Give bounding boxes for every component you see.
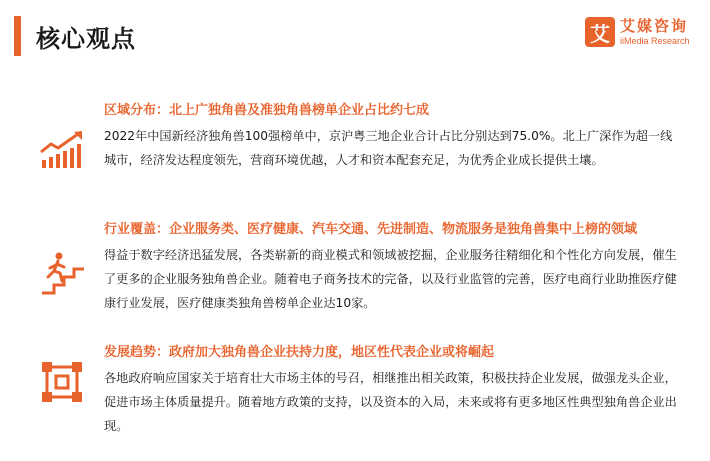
network-nodes-icon <box>40 360 86 406</box>
logo-text <box>620 16 690 46</box>
title-accent-bar <box>14 16 21 56</box>
logo-name-en: iiMedia Research <box>620 35 690 46</box>
growth-chart-icon <box>40 130 86 176</box>
logo-mark: 艾 <box>585 17 615 47</box>
section-text: 2022年中国新经济独角兽100强榜单中，京沪粤三地企业合计占比分别达到75.0%。北上广深作为超一线城市，经济发达程度领先，营商环境优越，人才和资本配套充足，为优秀企业成长提供土壤。 <box>104 129 673 167</box>
stair-climber-icon <box>40 251 86 297</box>
section-heading: 发展趋势：政府加大独角兽企业扶持力度，地区性代表企业或将崛起 <box>104 345 495 360</box>
section-text: 各地政府响应国家关于培育壮大市场主体的号召，相继推出相关政策，积极扶持企业发展，做强龙头企业，促进市场主体质量提升。随着地方政策的支持，以及资本的入局，未来或将有更多地区性典型独角兽企业出现。 <box>104 371 677 433</box>
page-title: 核心观点 <box>36 25 136 53</box>
section-text: 得益于数字经济迅猛发展，各类崭新的商业模式和领域被挖掘，企业服务往精细化和个性化方向发展，催生了更多的企业服务独角兽企业。随着电子商务技术的完备，以及行业监管的完善，医疗电商行业助推医疗健康行业发展，医疗健康类独角兽榜单企业达10家。 <box>104 248 677 310</box>
iimedia-logo <box>585 17 690 47</box>
section-heading: 行业覆盖：企业服务类、医疗健康、汽车交通、先进制造、物流服务是独角兽集中上榜的领域 <box>104 222 638 237</box>
section-heading: 区域分布：北上广独角兽及准独角兽榜单企业占比约七成 <box>104 103 430 118</box>
logo-name-cn: 艾媒咨询 <box>620 16 689 35</box>
